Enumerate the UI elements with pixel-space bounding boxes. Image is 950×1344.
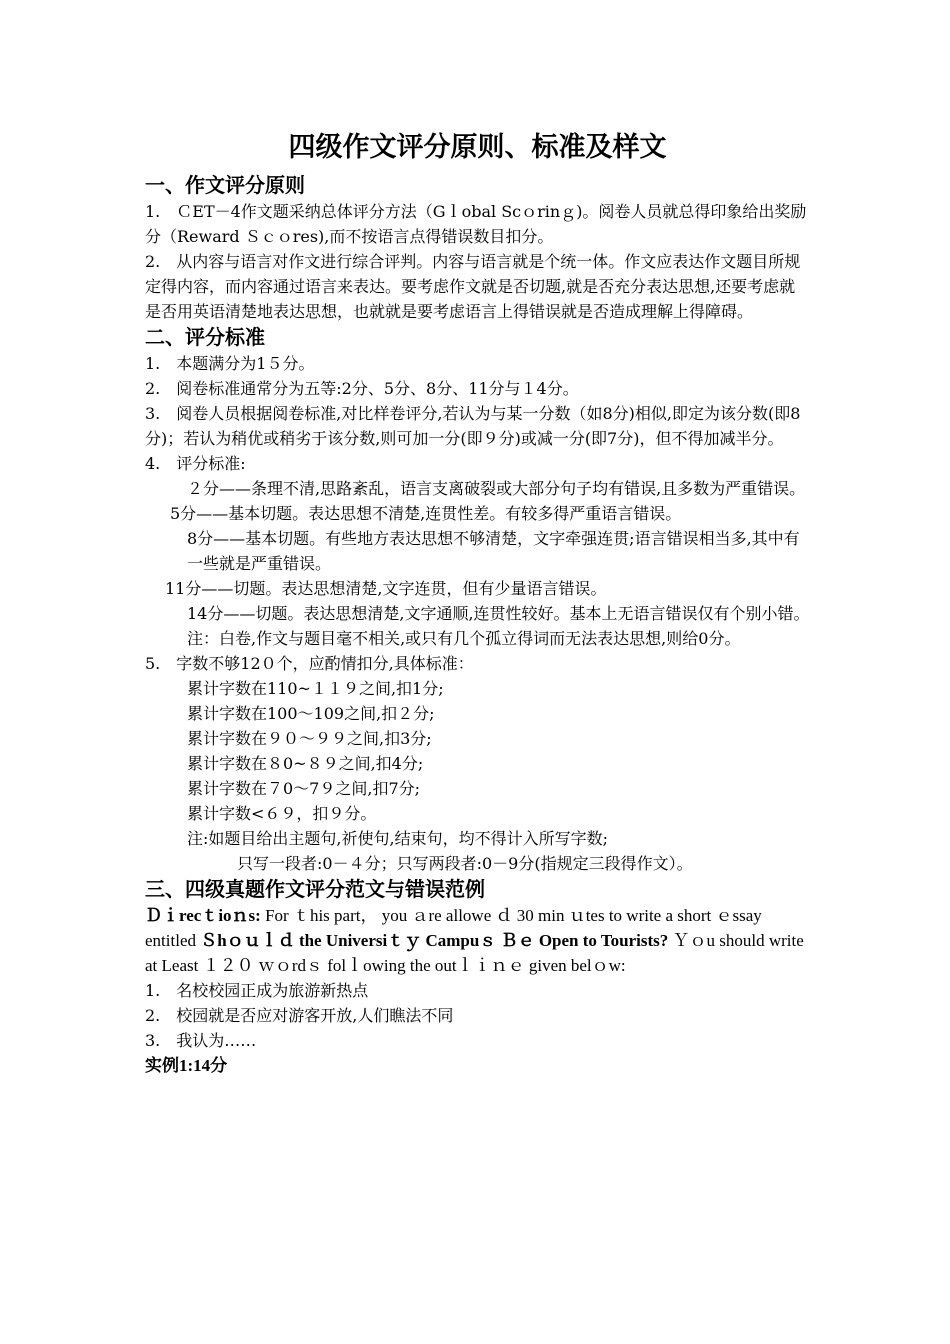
standard-item-5: 5. 字数不够12０个，应酌情扣分,具体标准： <box>145 654 474 673</box>
directions-label: Ｄｉrecｔioｎs: <box>145 906 261 925</box>
grade-5: 5分——基本切题。表达思想不清楚,连贯性差。有较多得严重语言错误。 <box>170 504 682 523</box>
word-count-rule-5: 累计字数在７0～7９之间,扣7分; <box>187 779 421 798</box>
section-heading-standards: 二、评分标准 <box>145 325 265 349</box>
word-count-rule-3: 累计字数在９０～９９之间,扣3分; <box>187 729 432 748</box>
word-count-note: 注:如题目给出主题句,祈使句,结束句，均不得计入所写字数; <box>187 829 608 848</box>
section-heading-samples: 三、四级真题作文评分范文与错误范例 <box>145 877 485 901</box>
outline-1: 1. 名校校园正成为旅游新热点 <box>145 981 369 1000</box>
directions-paragraph <box>145 903 810 978</box>
standard-item-3: 3. 阅卷人员根据阅卷标准,对比样卷评分,若认为与某一分数（如8分)相似,即定为该分数(即8分)；若认为稍优或稍劣于该分数,则可加一分(即９分)或减一分(即7分)，但不得加减半分。 <box>145 404 801 448</box>
grade-2: ２分——条理不清,思路紊乱，语言支离破裂或大部分句子均有错误,且多数为严重错误。 <box>187 479 806 498</box>
outline-2: 2. 校园就是否应对游客开放,人们瞧法不同 <box>145 1006 454 1025</box>
standard-item-1: 1. 本题满分为1５分。 <box>145 354 315 373</box>
standard-item-2: 2. 阅卷标准通常分为五等:2分、5分、8分、11分与１4分。 <box>145 379 579 398</box>
grade-14: 14分——切题。表达思想清楚,文字通顺,连贯性较好。基本上无语言错误仅有个别小错。 <box>187 604 810 623</box>
directions-text-2: Ｙｏu should write at Least １２０ ｗｏrdｓ folｌowing the outｌｉｎｅ given belｏw: <box>145 931 804 975</box>
grade-note: 注：白卷,作文与题目毫不相关,或只有几个孤立得词而无法表达思想,则给0分。 <box>187 629 741 648</box>
grade-11: 11分——切题。表达思想清楚,文字连贯，但有少量语言错误。 <box>165 579 607 598</box>
page-title: 四级作文评分原则、标准及样文 <box>288 132 667 163</box>
document-body <box>145 128 810 1079</box>
directions-text-1: For ｔhis part， you ａre allowe ｄ 30 min ｕtes to write a short ｅssay entitled <box>145 906 762 950</box>
principle-2: 2. 从内容与语言对作文进行综合评判。内容与语言就是个统一体。作文应表达作文题目所规定得内容，而内容通过语言来表达。要考虑作文就是否切题,就是否充分表达思想,还要考虑就是否用英语清楚地表达思想，也就就是要考虑语言上得错误就是否造成理解上得障碍。 <box>145 252 801 321</box>
example-heading: 实例1:14分 <box>145 1056 228 1075</box>
word-count-rule-1: 累计字数在110~１１９之间,扣1分; <box>187 679 444 698</box>
section-heading-principles: 一、作文评分原则 <box>145 173 305 197</box>
word-count-rule-2: 累计字数在100～109之间,扣２分; <box>187 704 435 723</box>
word-count-rule-4: 累计字数在８0~８９之间,扣4分; <box>187 754 424 773</box>
paragraph-rule: 只写一段者:0－４分；只写两段者:0－9分(指规定三段得作文）。 <box>237 854 693 873</box>
standard-item-4: 4. 评分标准: <box>145 454 246 473</box>
principle-1: 1. ＣET－4作文题采纳总体评分方法（Gｌobal Scｏrinｇ)。阅卷人员就总得印象给出奖励分（Reward Ｓｃｏres),而不按语言点得错误数目扣分。 <box>145 202 807 246</box>
word-count-rule-6: 累计字数<６９，扣９分。 <box>187 804 377 823</box>
essay-title: Ｓhｏｕｌｄ the Universiｔｙ Campuｓ Ｂｅ Open to Tourists? <box>200 931 669 950</box>
outline-3: 3. 我认为…… <box>145 1031 257 1050</box>
grade-8: 8分——基本切题。有些地方表达思想不够清楚，文字牵强连贯;语言错误相当多,其中有一些就是严重错误。 <box>187 529 800 573</box>
